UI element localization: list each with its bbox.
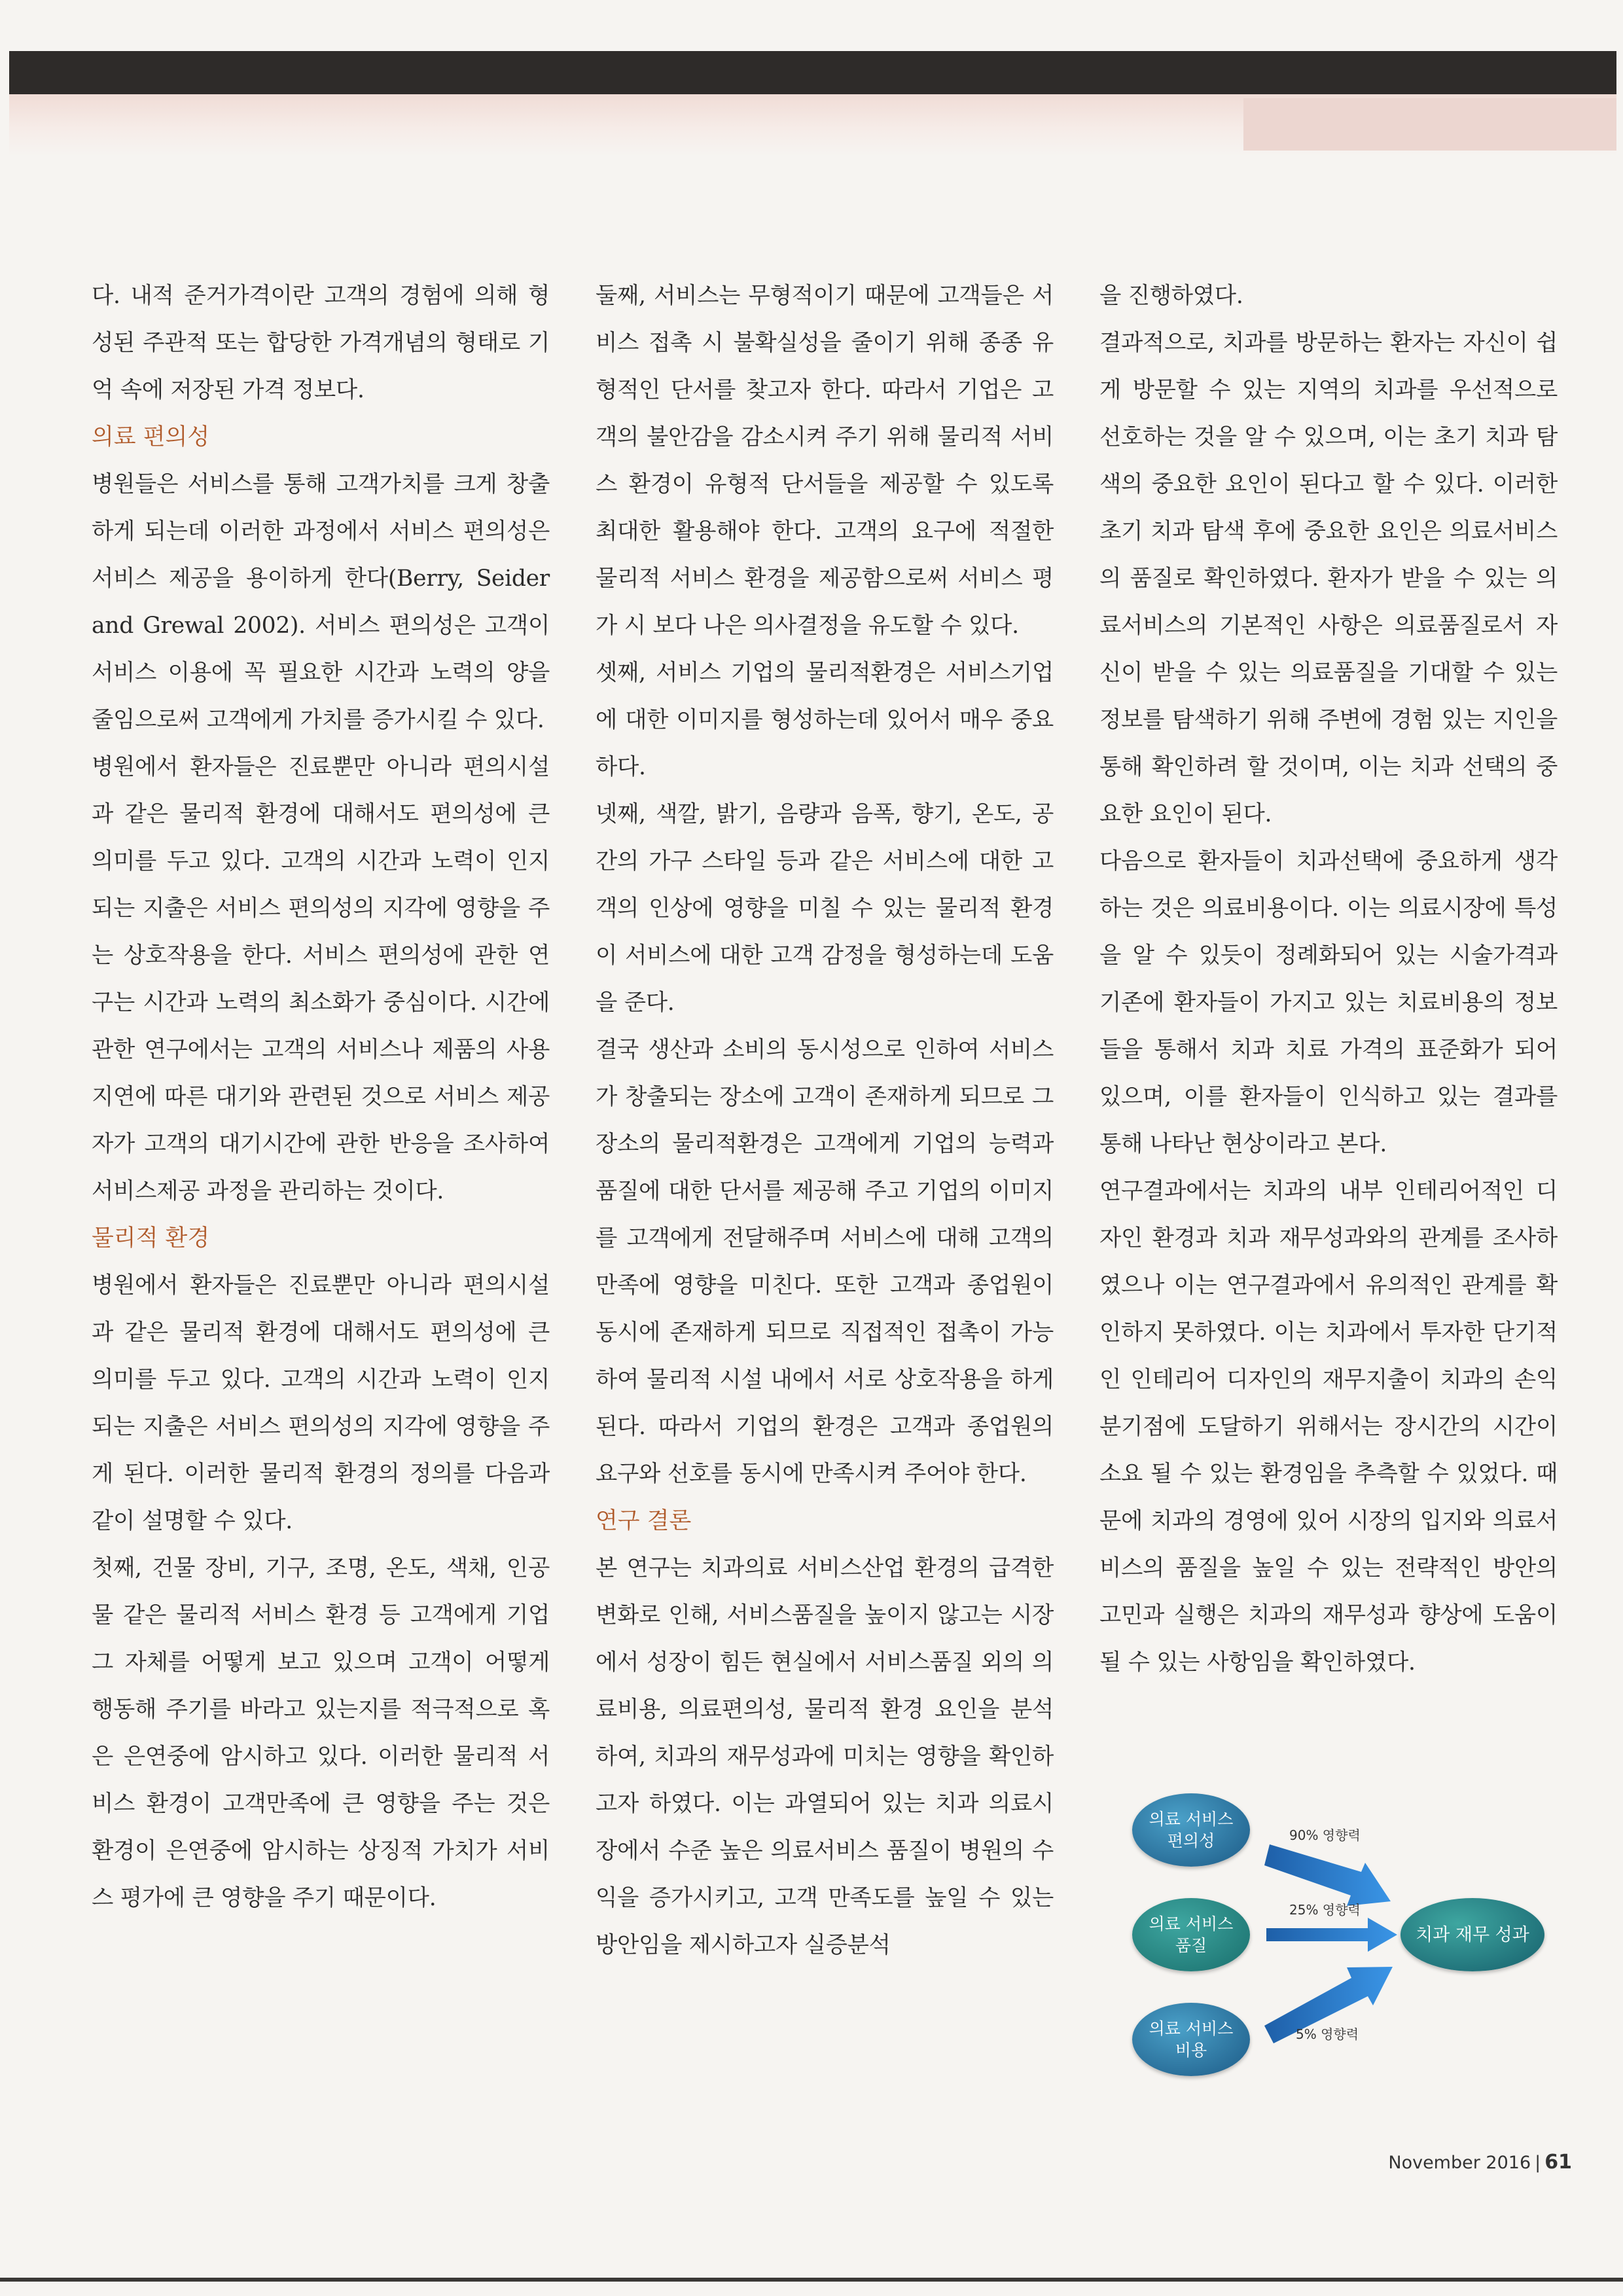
node-dental-financial-performance: 치과 재무 성과 [1400, 1898, 1544, 1971]
arrow-convenience-to-target [1264, 1844, 1391, 1906]
node-service-cost: 의료 서비스 비용 [1132, 2003, 1250, 2076]
text-column-1 [92, 272, 550, 1922]
issue-date: November 2016 [1388, 2153, 1531, 2173]
text-column-2 [596, 272, 1054, 1969]
node-service-quality: 의료 서비스 품질 [1132, 1898, 1250, 1971]
body-paragraph: 첫째, 건물 장비, 기구, 조명, 온도, 색채, 인공물 같은 물리적 서비스 환경 등 고객에게 기업 그 자체를 어떻게 보고 있으며 고객이 어떻게 행동해 주기를 바라고 있는지를 적극적으로 혹은 은연중에 암시하고 있다. 이러한 물리적 서비스 환경이 고객만족에 큰 영향을 주는 것은 환경이 은연중에 암시하는 상징적 가치가 서비스 평가에 큰 영향을 주기 때문이다. [92, 1555, 550, 1911]
section-heading: 의료 편의성 [92, 424, 210, 450]
body-paragraph: 병원에서 환자들은 진료뿐만 아니라 편의시설과 같은 물리적 환경에 대해서도 편의성에 큰 의미를 두고 있다. 고객의 시간과 노력이 인지되는 지출은 서비스 편의성의 지각에 영향을 주게 된다. 이러한 물리적 환경의 정의를 다음과 같이 설명할 수 있다. [92, 1272, 550, 1534]
header-accent-block [1243, 98, 1616, 151]
body-paragraph: 연구결과에서는 치과의 내부 인테리어적인 디자인 환경과 치과 재무성과와의 관계를 조사하였으나 이는 연구결과에서 유의적인 관계를 확인하지 못하였다. 이는 치과에서 투자한 단기적인 인테리어 디자인의 재무지출이 치과의 손익분기점에 도달하기 위해서는 장시간의 시간이 소요 될 수 있는 환경임을 추측할 수 있었다. 때문에 치과의 경영에 있어 시장의 입지와 의료서비스의 품질을 높일 수 있는 전략적인 방안의 고민과 실행은 치과의 재무성과 향상에 도움이 될 수 있는 사항임을 확인하였다. [1099, 1178, 1558, 1676]
page-footer [1388, 2151, 1572, 2174]
footer-separator: | [1535, 2153, 1541, 2173]
edge-label-convenience: 90% 영향력 [1289, 1827, 1361, 1843]
body-paragraph: 결과적으로, 치과를 방문하는 환자는 자신이 쉽게 방문할 수 있는 지역의 치과를 우선적으로 선호하는 것을 알 수 있으며, 이는 초기 치과 탐색의 중요한 요인이 된다고 할 수 있다. 이러한 초기 치과 탐색 후에 중요한 요인은 의료서비스의 품질로 확인하였다. 환자가 받을 수 있는 의료서비스의 기본적인 사항은 의료품질로서 자신이 받을 수 있는 의료품질을 기대할 수 있는 정보를 탐색하기 위해 주변에 경험 있는 지인을 통해 확인하려 할 것이며, 이는 치과 선택의 중요한 요인이 된다. [1099, 330, 1558, 827]
edge-label-cost: 5% 영향력 [1296, 2026, 1359, 2042]
header-band [9, 51, 1616, 94]
body-paragraph: 넷째, 색깔, 밝기, 음량과 음폭, 향기, 온도, 공간의 가구 스타일 등과 같은 서비스에 대한 고객의 인상에 영향을 미칠 수 있는 물리적 환경이 서비스에 대한 고객 감정을 형성하는데 도움을 준다. [596, 801, 1054, 1016]
arrow-quality-to-target [1266, 1918, 1397, 1952]
body-paragraph: 병원에서 환자들은 진료뿐만 아니라 편의시설과 같은 물리적 환경에 대해서도 편의성에 큰 의미를 두고 있다. 고객의 시간과 노력이 인지되는 지출은 서비스 편의성의 지각에 영향을 주는 상호작용을 한다. 서비스 편의성에 관한 연구는 시간과 노력의 최소화가 중심이다. 시간에 관한 연구에서는 고객의 서비스나 제품의 사용 지연에 따른 대기와 관련된 것으로 서비스 제공자가 고객의 대기시간에 관한 반응을 조사하여 서비스제공 과정을 관리하는 것이다. [92, 754, 550, 1204]
bottom-rule [0, 2278, 1623, 2282]
node-service-convenience: 의료 서비스 편의성 [1132, 1793, 1250, 1867]
section-heading: 물리적 환경 [92, 1225, 210, 1251]
text-column-3 [1099, 272, 1558, 1686]
influence-diagram [1113, 1767, 1571, 2108]
body-paragraph: 다. 내적 준거가격이란 고객의 경험에 의해 형성된 주관적 또는 합당한 가격개념의 형태로 기억 속에 저장된 가격 정보다. [92, 283, 550, 403]
body-paragraph: 결국 생산과 소비의 동시성으로 인하여 서비스가 창출되는 장소에 고객이 존재하게 되므로 그 장소의 물리적환경은 고객에게 기업의 능력과 품질에 대한 단서를 제공해 주고 기업의 이미지를 고객에게 전달해주며 서비스에 대해 고객의 만족에 영향을 미친다. 또한 고객과 종업원이 동시에 존재하게 되므로 직접적인 접촉이 가능하여 물리적 시설 내에서 서로 상호작용을 하게 된다. 따라서 기업의 환경은 고객과 종업원의 요구와 선호를 동시에 만족시켜 주어야 한다. [596, 1037, 1054, 1487]
edge-label-quality: 25% 영향력 [1289, 1902, 1361, 1918]
body-paragraph: 본 연구는 치과의료 서비스산업 환경의 급격한 변화로 인해, 서비스품질을 높이지 않고는 시장에서 성장이 힘든 현실에서 서비스품질 외의 의료비용, 의료편의성, 물리적 환경 요인을 분석하여, 치과의 재무성과에 미치는 영향을 확인하고자 하였다. 이는 과열되어 있는 치과 의료시장에서 수준 높은 의료서비스 품질이 병원의 수익을 증가시키고, 고객 만족도를 높일 수 있는 방안임을 제시하고자 실증분석 [596, 1555, 1054, 1958]
page-number: 61 [1544, 2151, 1572, 2174]
body-paragraph: 을 진행하였다. [1099, 283, 1243, 309]
body-paragraph: 둘째, 서비스는 무형적이기 때문에 고객들은 서비스 접촉 시 불확실성을 줄이기 위해 종종 유형적인 단서를 찾고자 한다. 따라서 기업은 고객의 불안감을 감소시켜 주기 위해 물리적 서비스 환경이 유형적 단서들을 제공할 수 있도록 최대한 활용해야 한다. 고객의 요구에 적절한 물리적 서비스 환경을 제공함으로써 서비스 평가 시 보다 나은 의사결정을 유도할 수 있다. [596, 283, 1054, 639]
body-paragraph: 셋째, 서비스 기업의 물리적환경은 서비스기업에 대한 이미지를 형성하는데 있어서 매우 중요하다. [596, 660, 1054, 780]
section-heading: 연구 결론 [596, 1508, 692, 1534]
body-paragraph: 다음으로 환자들이 치과선택에 중요하게 생각하는 것은 의료비용이다. 이는 의료시장에 특성을 알 수 있듯이 정례화되어 있는 시술가격과 기존에 환자들이 가지고 있는 치료비용의 정보들을 통해서 치과 치료 가격의 표준화가 되어 있으며, 이를 환자들이 인식하고 있는 결과를 통해 나타난 현상이라고 본다. [1099, 848, 1558, 1157]
body-paragraph: 병원들은 서비스를 통해 고객가치를 크게 창출하게 되는데 이러한 과정에서 서비스 편의성은 서비스 제공을 용이하게 한다(Berry, Seider and Grewal 2002). 서비스 편의성은 고객이 서비스 이용에 꼭 필요한 시간과 노력의 양을 줄임으로써 고객에게 가치를 증가시킬 수 있다. [92, 471, 550, 733]
